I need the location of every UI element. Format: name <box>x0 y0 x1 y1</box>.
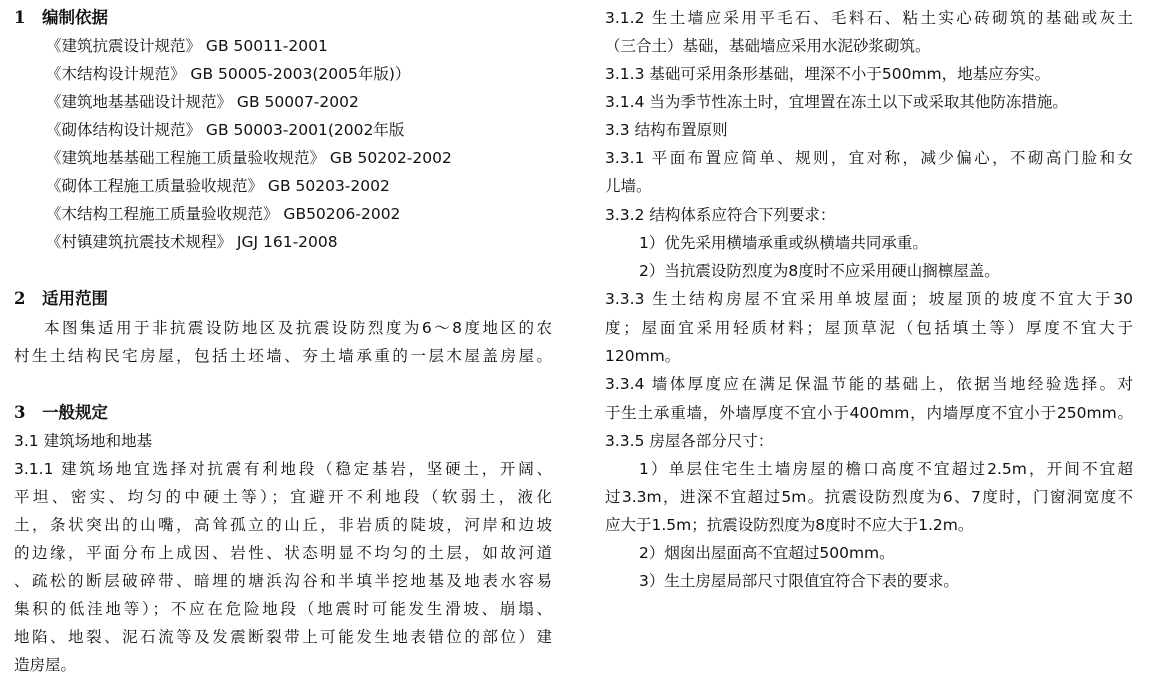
paragraph-line: 村生土结构民宅房屋，包括土坯墙、夯土墙承重的一层木屋盖房屋。 <box>14 347 552 365</box>
paragraph-line: 土，条状突出的山嘴，高耸孤立的山丘，非岩质的陡坡，河岸和边坡 <box>14 516 552 534</box>
list-item: 2）当抗震设防烈度为8度时不应采用硬山搁檩屋盖。 <box>639 262 1000 280</box>
subheading: 3.3 结构布置原则 <box>605 121 728 139</box>
paragraph-line: 平坦、密实、均匀的中硬土等）；宜避开不利地段（软弱土，液化 <box>14 488 552 506</box>
paragraph-line: 120mm。 <box>605 347 681 365</box>
reference-line: 《砌体工程施工质量验收规范》 GB 50203-2002 <box>46 177 390 195</box>
paragraph-line: 应大于1.5m；抗震设防烈度为8度时不应大于1.2m。 <box>605 516 974 534</box>
paragraph-line: 3.3.4 墙体厚度应在满足保温节能的基础上，依据当地经验选择。对 <box>605 375 1133 393</box>
paragraph-line: 3.1.2 生土墙应采用平毛石、毛料石、粘土实心砖砌筑的基础或灰土 <box>605 9 1133 27</box>
paragraph-line: （三合土）基础，基础墙应采用水泥砂浆砌筑。 <box>605 37 931 55</box>
paragraph-line: 3.1.4 当为季节性冻土时，宜埋置在冻土以下或采取其他防冻措施。 <box>605 93 1068 111</box>
paragraph-line: 儿墙。 <box>605 177 652 195</box>
paragraph-line: 3.3.1 平面布置应简单、规则，宜对称，减少偏心，不砌高门脸和女 <box>605 149 1133 167</box>
paragraph-line: 3.1.3 基础可采用条形基础，埋深不小于500mm，地基应夯实。 <box>605 65 1051 83</box>
heading-compilation-basis: 1 编制依据 <box>14 8 108 27</box>
list-item: 1）单层住宅生土墙房屋的檐口高度不宜超过2.5m，开间不宜超 <box>639 460 1133 478</box>
paragraph-line: 3.3.5 房屋各部分尺寸： <box>605 432 774 450</box>
list-item: 3）生土房屋局部尺寸限值宜符合下表的要求。 <box>639 572 959 590</box>
reference-line: 《村镇建筑抗震技术规程》 JGJ 161-2008 <box>46 233 338 251</box>
list-item: 1）优先采用横墙承重或纵横墙共同承重。 <box>639 234 928 252</box>
reference-line: 《建筑地基基础工程施工质量验收规范》 GB 50202-2002 <box>46 149 452 167</box>
heading-general-rules: 3 一般规定 <box>14 403 108 422</box>
paragraph-line: 造房屋。 <box>14 656 77 674</box>
list-item: 2）烟囱出屋面高不宜超过500mm。 <box>639 544 895 562</box>
paragraph-line: 地陷、地裂、泥石流等及发震断裂带上可能发生地表错位的部位）建 <box>14 628 552 646</box>
paragraph-line: 于生土承重墙，外墙厚度不宜小于400mm，内墙厚度不宜小于250mm。 <box>605 404 1133 422</box>
reference-line: 《砌体结构设计规范》 GB 50003-2001(2002年版 <box>46 121 405 139</box>
paragraph-line: 过3.3m，进深不宜超过5m。抗震设防烈度为6、7度时，门窗洞宽度不 <box>605 488 1133 506</box>
paragraph-line: 3.1.1 建筑场地宜选择对抗震有利地段（稳定基岩，坚硬土，开阔、 <box>14 460 552 478</box>
paragraph-line: 3.3.2 结构体系应符合下列要求： <box>605 206 836 224</box>
reference-line: 《木结构工程施工质量验收规范》 GB50206-2002 <box>46 205 401 223</box>
reference-line: 《建筑地基基础设计规范》 GB 50007-2002 <box>46 93 359 111</box>
reference-line: 《建筑抗震设计规范》 GB 50011-2001 <box>46 37 328 55</box>
paragraph-line: 、疏松的断层破碎带、暗埋的塘浜沟谷和半填半挖地基及地表水容易 <box>14 572 552 590</box>
heading-scope: 2 适用范围 <box>14 289 108 308</box>
reference-line: 《木结构设计规范》 GB 50005-2003(2005年版)） <box>46 65 411 83</box>
paragraph-line: 3.3.3 生土结构房屋不宜采用单坡屋面；坡屋顶的坡度不宜大于30 <box>605 290 1133 308</box>
paragraph-line: 度；屋面宜采用轻质材料；屋顶草泥（包括填土等）厚度不宜大于 <box>605 319 1133 337</box>
subheading: 3.1 建筑场地和地基 <box>14 432 153 450</box>
paragraph-line: 本图集适用于非抗震设防地区及抗震设防烈度为6～8度地区的农 <box>44 319 552 337</box>
paragraph-line: 的边缘，平面分布上成因、岩性、状态明显不均匀的土层，如故河道 <box>14 544 552 562</box>
paragraph-line: 集积的低洼地等）；不应在危险地段（地震时可能发生滑坡、崩塌、 <box>14 600 552 618</box>
